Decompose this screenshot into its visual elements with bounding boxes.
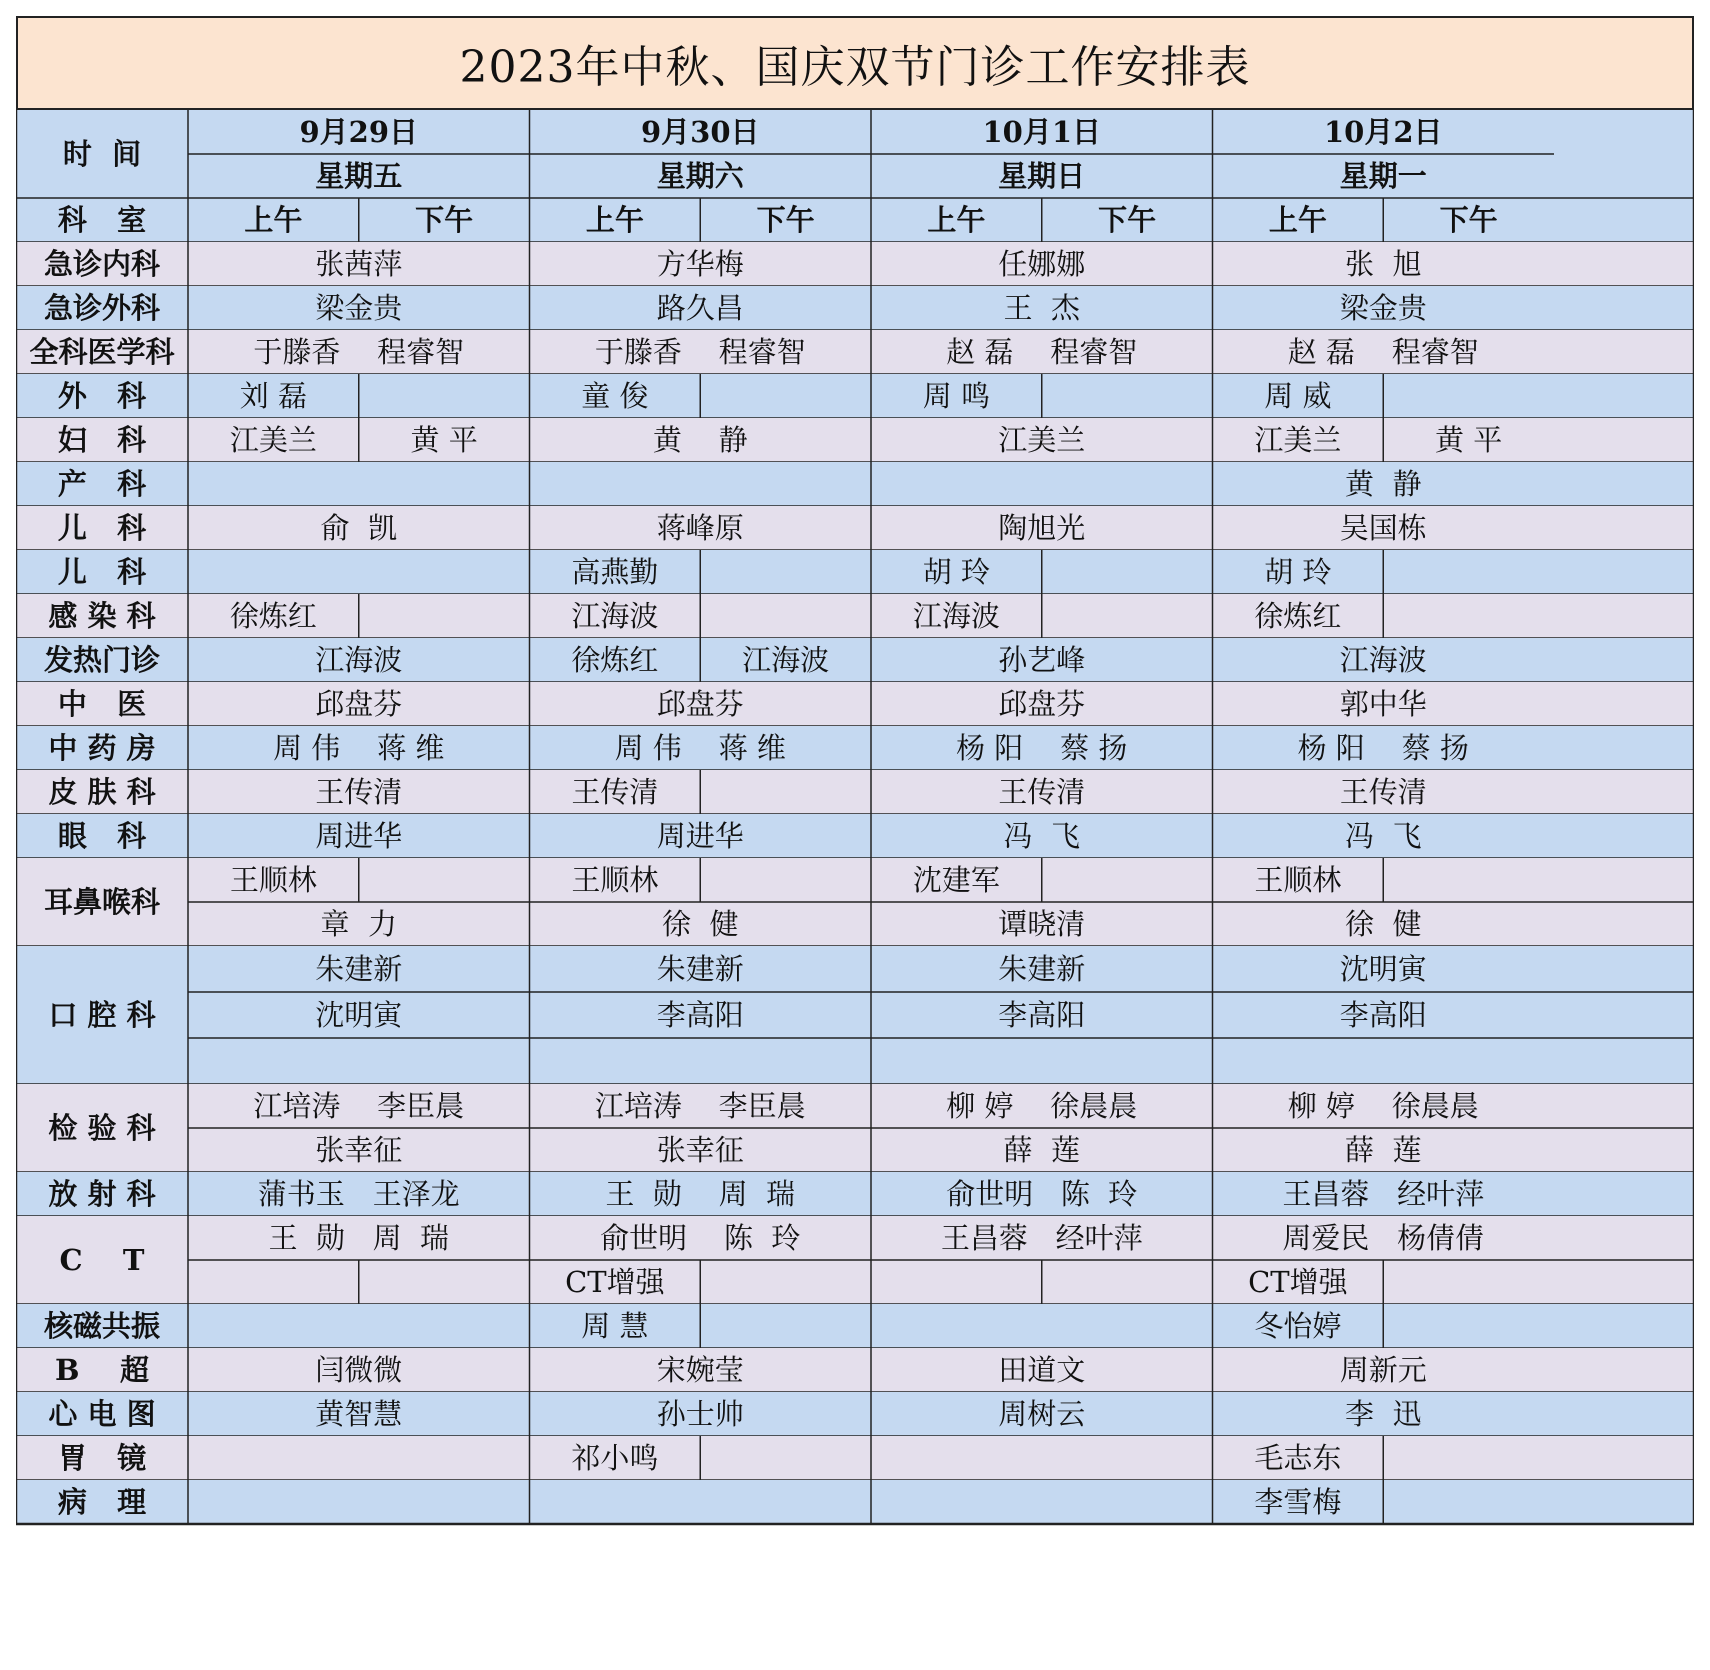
day-weekday: 星期一 [1339,158,1427,193]
schedule-cell-am: 江美兰 [1254,422,1342,457]
schedule-cell-am: 周 慧 [581,1308,649,1343]
department-label: 口 腔 科 [48,997,156,1032]
schedule-cell-pm [1042,550,1213,594]
schedule-cell-am: 徐炼红 [229,598,317,633]
schedule-cell-pm [700,770,871,814]
schedule-cell: 朱建新 [315,951,403,986]
schedule-cell-pm [700,1304,871,1348]
schedule-cell-pm [1042,594,1213,638]
schedule-cell-pm [1383,1260,1554,1304]
schedule-cell: 章 力 [320,906,397,941]
schedule-cell: 吴国栋 [1339,510,1427,545]
schedule-cell-pm [359,594,530,638]
schedule-cell-am: 王传清 [571,774,659,809]
time-label: 时 间 [62,136,142,171]
schedule-cell [188,1038,530,1084]
schedule-cell-pm [359,1260,530,1304]
schedule-cell: 赵 磊 程睿智 [1287,334,1479,369]
dept-label: 科 室 [57,202,147,237]
schedule-cell-am: 高燕勤 [571,554,659,589]
department-label: 感 染 科 [48,598,156,633]
schedule-cell-pm [1383,858,1554,902]
schedule-cell: 张幸征 [315,1132,403,1167]
department-label: 儿 科 [57,510,147,545]
schedule-cell: 任娜娜 [998,246,1086,281]
am-label: 上午 [927,202,986,237]
schedule-cell: 王传清 [1339,774,1427,809]
schedule-cell: 郭中华 [1339,686,1427,721]
schedule-cell: 李高阳 [1339,997,1427,1032]
department-label: 发热门诊 [43,642,160,677]
schedule-cell: 杨 阳 蔡 扬 [956,730,1128,765]
schedule-cell-pm: 黄 平 [1435,422,1503,457]
schedule-cell: 张幸征 [656,1132,744,1167]
schedule-cell: 邱盘芬 [656,686,744,721]
schedule-cell-pm [1383,594,1554,638]
schedule-cell: 徐 健 [1345,906,1422,941]
pm-label: 下午 [415,202,474,237]
schedule-cell: 闫微微 [315,1352,403,1387]
schedule-cell-pm [700,594,871,638]
schedule-cell-pm [1383,1304,1554,1348]
day-date: 9月30日 [640,114,760,149]
am-label: 上午 [1268,202,1327,237]
page-title: 2023年中秋、国庆双节门诊工作安排表 [16,16,1694,110]
schedule-cell-am: 王顺林 [571,862,659,897]
schedule-cell-am: 江海波 [912,598,1000,633]
schedule-cell: 俞世明 陈 玲 [946,1176,1138,1211]
schedule-cell: 张茜萍 [315,246,403,281]
department-label: 病 理 [57,1484,147,1519]
schedule-cell: 王 杰 [1003,290,1080,325]
schedule-cell-am: 胡 玲 [1264,554,1332,589]
schedule-cell-pm: 黄 平 [410,422,478,457]
schedule-cell [188,462,530,506]
schedule-cell: 宋婉莹 [656,1352,744,1387]
pm-label: 下午 [1439,202,1498,237]
department-label: 皮 肤 科 [48,774,156,809]
schedule-cell [871,1304,1213,1348]
schedule-cell: 柳 婷 徐晨晨 [946,1088,1138,1123]
schedule-cell: 方华梅 [656,246,744,281]
am-label: 上午 [585,202,644,237]
department-label: 眼 科 [57,818,147,853]
schedule-cell-pm [700,1436,871,1480]
schedule-cell-am: 江美兰 [229,422,317,457]
schedule-cell: 黄 静 [1345,466,1422,501]
schedule-cell: 于滕香 程睿智 [253,334,465,369]
department-label: 放 射 科 [48,1176,156,1211]
schedule-cell: 梁金贵 [315,290,403,325]
schedule-cell-am: 周 鸣 [922,378,990,413]
schedule-cell-pm [700,550,871,594]
schedule-cell: 周爱民 杨倩倩 [1282,1220,1485,1255]
department-label: C T [59,1242,145,1277]
schedule-cell: 周 伟 蒋 维 [273,730,445,765]
schedule-cell: 沈明寅 [315,997,403,1032]
day-weekday: 星期五 [315,158,403,193]
schedule-cell-pm [1383,1480,1554,1524]
schedule-cell-am: 祁小鸣 [571,1440,659,1475]
day-date: 10月1日 [982,114,1102,149]
department-label: 核磁共振 [43,1308,160,1343]
schedule-cell-am [188,1260,359,1304]
schedule-cell-pm [700,1260,871,1304]
schedule-cell: 朱建新 [998,951,1086,986]
schedule-cell-pm [1042,374,1213,418]
schedule-cell: 孙艺峰 [998,642,1086,677]
schedule-cell: 陶旭光 [998,510,1086,545]
department-label: 心 电 图 [48,1396,156,1431]
schedule-cell: 蒋峰原 [656,510,744,545]
department-label: 全科医学科 [29,334,175,369]
department-label: 中 药 房 [48,730,156,765]
schedule-cell-am: 徐炼红 [571,642,659,677]
schedule-cell: 王昌蓉 经叶萍 [940,1220,1143,1255]
schedule-cell-am: 王顺林 [229,862,317,897]
schedule-cell [188,550,530,594]
schedule-cell: 李高阳 [998,997,1086,1032]
schedule-cell [188,1304,530,1348]
schedule-cell-am: 冬怡婷 [1254,1308,1342,1343]
schedule-cell-am: 沈建军 [912,862,1000,897]
schedule-cell: 谭晓清 [998,906,1086,941]
schedule-cell-pm [1042,858,1213,902]
schedule-cell-am: 江海波 [571,598,659,633]
department-label: B 超 [55,1352,149,1387]
department-label: 产 科 [57,466,147,501]
schedule-cell: 蒲书玉 王泽龙 [257,1176,460,1211]
schedule-cell: 江培涛 李臣晨 [253,1088,465,1123]
schedule-cell-am: 毛志东 [1254,1440,1342,1475]
schedule-cell-am: 王顺林 [1254,862,1342,897]
schedule-cell-am: CT增强 [565,1264,665,1299]
schedule-cell: 王传清 [998,774,1086,809]
schedule-cell-pm [1383,550,1554,594]
department-label: 外 科 [57,378,147,413]
department-label: 耳鼻喉科 [43,884,160,919]
schedule-cell: 沈明寅 [1339,951,1427,986]
schedule-cell: 黄智慧 [315,1396,403,1431]
schedule-cell: 张 旭 [1345,246,1422,281]
day-weekday: 星期六 [656,158,744,193]
schedule-cell [188,1480,530,1524]
schedule-cell: 李高阳 [656,997,744,1032]
schedule-cell: 于滕香 程睿智 [594,334,806,369]
schedule-cell [188,1436,530,1480]
department-label: 胃 镜 [57,1440,147,1475]
schedule-cell-am [871,1260,1042,1304]
department-label: 中 医 [57,686,147,721]
schedule-cell: 王 勋 周 瑞 [268,1220,450,1255]
schedule-cell: 冯 飞 [1345,818,1422,853]
schedule-cell: 俞世明 陈 玲 [600,1220,801,1255]
schedule-cell [530,1480,872,1524]
schedule-cell: 黄 静 [652,422,748,457]
schedule-cell [1213,1038,1555,1084]
day-date: 10月2日 [1323,114,1443,149]
schedule-cell: 江培涛 李臣晨 [594,1088,806,1123]
schedule-cell: 江海波 [315,642,403,677]
schedule-cell-pm [700,374,871,418]
schedule-cell-pm [700,858,871,902]
schedule-cell: 俞 凯 [320,510,397,545]
schedule-cell: 周树云 [998,1396,1086,1431]
schedule-cell-am: 刘 磊 [239,378,307,413]
schedule-cell: 邱盘芬 [998,686,1086,721]
schedule-cell-pm [1383,1436,1554,1480]
schedule-sheet [16,16,1694,1658]
schedule-cell-pm [359,858,530,902]
schedule-cell-am: 童 俊 [581,378,649,413]
department-label: 儿 科 [57,554,147,589]
schedule-cell: 田道文 [998,1352,1086,1387]
schedule-cell: 江海波 [1339,642,1427,677]
schedule-cell: 王昌蓉 经叶萍 [1282,1176,1485,1211]
schedule-cell: 朱建新 [656,951,744,986]
schedule-cell: 柳 婷 徐晨晨 [1287,1088,1479,1123]
schedule-cell-pm [359,374,530,418]
schedule-cell [871,1038,1213,1084]
schedule-cell [871,1436,1213,1480]
schedule-cell-pm [1042,1260,1213,1304]
schedule-cell: 王传清 [315,774,403,809]
schedule-cell: 冯 飞 [1003,818,1080,853]
am-label: 上午 [244,202,303,237]
schedule-cell-am: 徐炼红 [1254,598,1342,633]
schedule-cell-am: 胡 玲 [922,554,990,589]
pm-label: 下午 [756,202,815,237]
schedule-cell: 周 伟 蒋 维 [614,730,786,765]
department-label: 检 验 科 [48,1110,156,1145]
schedule-cell-pm: 江海波 [742,642,830,677]
schedule-table [16,110,1694,1658]
schedule-cell: 薛 莲 [1345,1132,1422,1167]
schedule-cell: 路久昌 [656,290,744,325]
schedule-cell: 江美兰 [998,422,1086,457]
schedule-cell: 邱盘芬 [315,686,403,721]
day-date: 9月29日 [299,114,419,149]
schedule-cell: 周进华 [315,818,403,853]
schedule-cell: 李 迅 [1345,1396,1422,1431]
schedule-cell [530,462,872,506]
schedule-cell: 赵 磊 程睿智 [946,334,1138,369]
schedule-cell: 孙士帅 [656,1396,744,1431]
schedule-cell-pm [1383,374,1554,418]
schedule-cell: 薛 莲 [1003,1132,1080,1167]
schedule-cell: 梁金贵 [1339,290,1427,325]
day-weekday: 星期日 [998,158,1086,193]
schedule-cell: 周进华 [656,818,744,853]
department-label: 急诊外科 [43,290,160,325]
schedule-cell: 杨 阳 蔡 扬 [1297,730,1469,765]
schedule-cell [871,462,1213,506]
schedule-cell [530,1038,872,1084]
schedule-cell-am: CT增强 [1248,1264,1348,1299]
schedule-cell-am: 周 威 [1264,378,1332,413]
department-label: 妇 科 [57,422,147,457]
schedule-cell: 周新元 [1339,1352,1427,1387]
department-label: 急诊内科 [43,246,160,281]
schedule-cell: 王 勋 周 瑞 [605,1176,796,1211]
schedule-cell [871,1480,1213,1524]
pm-label: 下午 [1098,202,1157,237]
schedule-cell-am: 李雪梅 [1254,1484,1342,1519]
schedule-cell: 徐 健 [662,906,739,941]
